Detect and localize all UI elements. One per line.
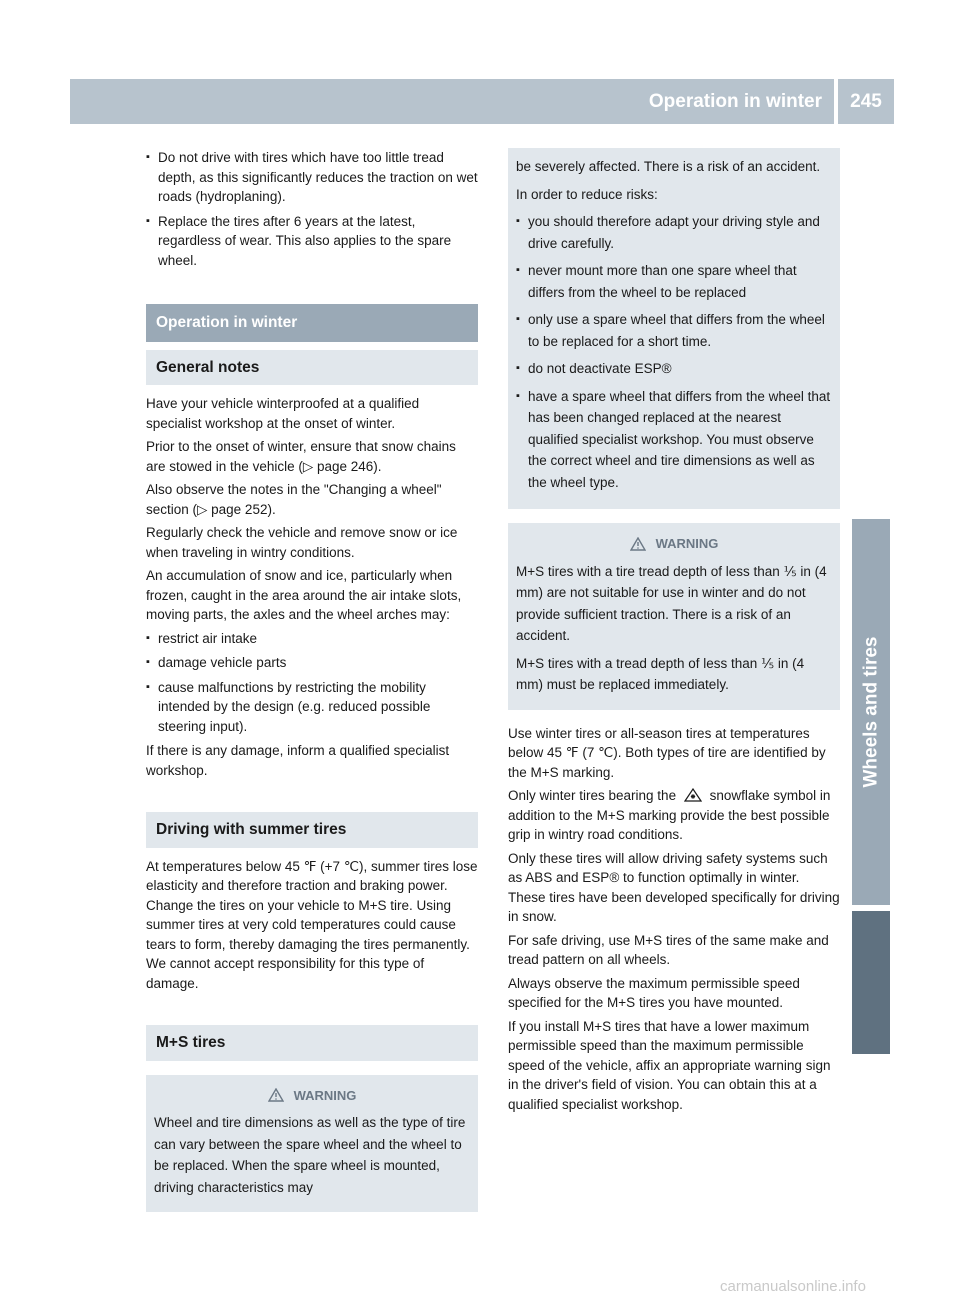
warning-box [146, 1075, 478, 1213]
snowflake-mountain-icon [684, 788, 702, 802]
warning-triangle-icon [630, 537, 646, 551]
paragraph: If there is any damage, inform a qualified specialist workshop. [146, 743, 450, 778]
paragraph-part: Only winter tires bearing the [508, 788, 677, 803]
subsection-heading-general-notes: General notes [146, 350, 478, 386]
list-item: ▪ damage vehicle parts [146, 653, 478, 673]
paragraph: In order to reduce risks: [516, 186, 658, 202]
paragraph: Only these tires will allow driving safety systems such as ABS and ESP® to function optimally in winter. These tires have been developed specifically for driving in snow. [508, 850, 840, 924]
subsection-heading-summer-tires: Driving with summer tires [146, 812, 478, 848]
paragraph: Use winter tires or all-season tires at temperatures below 45 ℉ (7 ℃). Both types of tire are identified by the M+S marking. [508, 725, 826, 780]
list-item: ▪ never mount more than one spare wheel that differs from the wheel to be replaced [516, 260, 832, 303]
list-item: ▪ do not deactivate ESP® [516, 358, 832, 380]
list-item: ▪ restrict air intake [146, 629, 478, 649]
subsection-heading-ms-tires: M+S tires [146, 1025, 478, 1061]
warning-text: Wheel and tire dimensions as well as the type of tire can vary between the spare wheel and the wheel to be replaced. When the spare wheel is mounted, driving characteristics may [154, 1115, 466, 1195]
warning-label: WARNING [293, 1087, 357, 1103]
warning-triangle-icon [268, 1088, 284, 1102]
risk-bullet-list [516, 211, 832, 493]
paragraph-part: snowflake symbol in addition to the M+S marking provide the best possible grip in wintry road conditions. [508, 788, 831, 842]
list-item: ▪ Replace the tires after 6 years at the latest, regardless of wear. This also applies to the spare wheel. [146, 212, 478, 271]
list-item: ▪ Do not drive with tires which have too little tread depth, as this significantly reduces the traction on wet roads (hydroplaning). [146, 148, 478, 207]
paragraph: An accumulation of snow and ice, particularly when frozen, caught in the area around the air intake slots, moving parts, the axles and the wheel arches may: [146, 568, 462, 622]
header-title: Operation in winter [648, 90, 822, 112]
page-header [70, 79, 894, 124]
chapter-tab [852, 519, 890, 905]
right-column [508, 148, 840, 1118]
paragraph: Prior to the onset of winter, ensure that snow chains are stowed in the vehicle (▷ page 246). [146, 439, 456, 474]
warning-title [154, 1085, 470, 1107]
paragraph: be severely affected. There is a risk of an accident. [516, 159, 821, 174]
paragraph: Have your vehicle winterproofed at a qualified specialist workshop at the onset of winter. [146, 396, 420, 431]
paragraph: If you install M+S tires that have a lower maximum permissible speed than the maximum permissible speed of the vehicle, affix an appropriate warning sign in the driver's field of vision. You can obtain this at a qualified specialist workshop. [508, 1018, 831, 1112]
list-item: ▪ only use a spare wheel that differs from the wheel to be replaced for a short time. [516, 309, 832, 352]
paragraph: Also observe the notes in the "Changing a wheel" section (▷ page 252). [146, 482, 442, 517]
paragraph: Regularly check the vehicle and remove snow or ice when traveling in wintry conditions. [146, 525, 458, 560]
page-number: 245 [850, 90, 882, 112]
paragraph: Always observe the maximum permissible speed specified for the M+S tires you have mounted. [508, 975, 800, 1010]
chapter-tab-label: Wheels and tires [860, 636, 881, 788]
left-column [146, 148, 478, 1212]
warning-text: M+S tires with a tire tread depth of less than ⅕ in (4 mm) are not suitable for use in winter and do not provide sufficient traction. There is a risk of an accident. [516, 563, 827, 643]
effects-bullet-list [146, 629, 478, 737]
paragraph: For safe driving, use M+S tires of the same make and tread pattern on all wheels. [508, 932, 829, 967]
list-item: ▪ you should therefore adapt your driving style and drive carefully. [516, 211, 832, 254]
chapter-marker [852, 911, 890, 1054]
intro-bullet-list [146, 148, 478, 270]
list-item: ▪ have a spare wheel that differs from the wheel that has been changed replaced at the nearest qualified specialist workshop. You must observe the correct wheel and tire dimensions as well as the wheel type. [516, 386, 832, 494]
paragraph-snowflake [508, 786, 840, 845]
watermark: carmanualsonline.info [720, 1278, 866, 1295]
warning-label: WARNING [655, 536, 719, 551]
warning-title [516, 533, 832, 555]
warning-box [508, 523, 840, 710]
section-heading: Operation in winter [146, 304, 478, 342]
list-item: ▪ cause malfunctions by restricting the mobility intended by the design (e.g. reduced possible steering input). [146, 678, 478, 737]
paragraph: At temperatures below 45 ℉ (+7 ℃), summer tires lose elasticity and therefore traction and braking power. Change the tires on your vehicle to M+S tire. Using summer tires at very cold temperatures could cause tears to form, thereby damaging the tires permanently. We cannot accept responsibility for this type of damage. [146, 858, 478, 991]
warning-text: M+S tires with a tread depth of less than ⅕ in (4 mm) must be replaced immediately. [516, 655, 805, 692]
warning-box-continued [508, 148, 840, 509]
winter-tire-text [508, 724, 840, 1115]
